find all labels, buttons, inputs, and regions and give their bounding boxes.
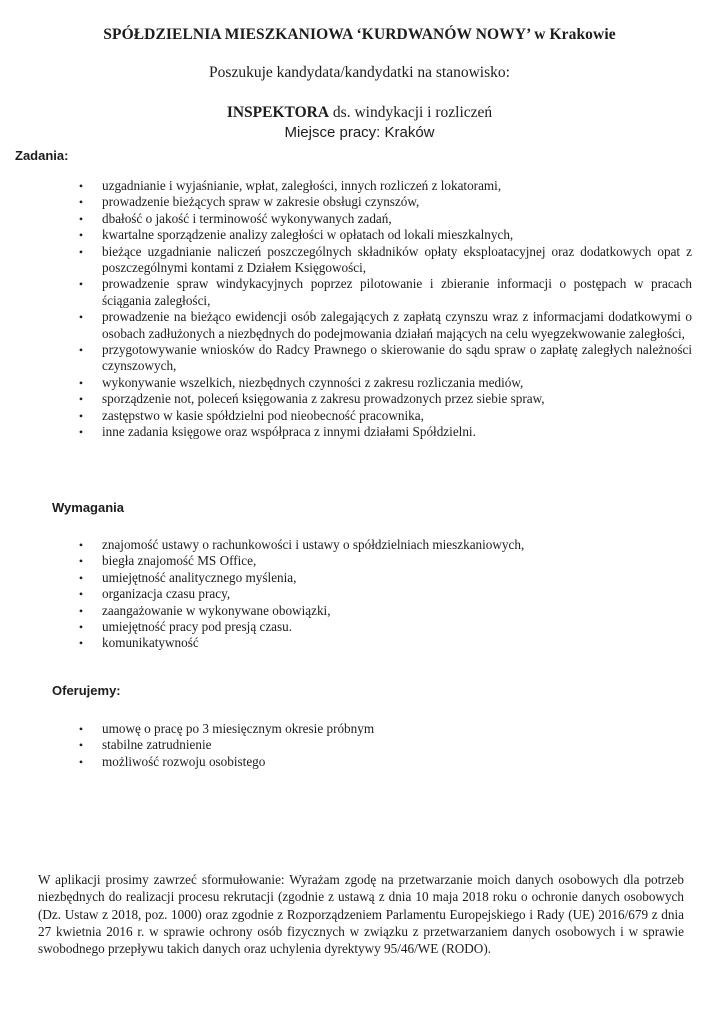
organization-title: SPÓŁDZIELNIA MIESZKANIOWA ‘KURDWANÓW NOWY’ w Krakowie	[103, 26, 616, 43]
list-item-text: zaangażowanie w wykonywane obowiązki,	[102, 602, 331, 618]
list-item	[76, 276, 692, 309]
list-item-text: uzgadnianie i wyjaśnianie, wpłat, zaległości, innych rozliczeń z lokatorami,	[102, 178, 502, 193]
list-item	[76, 391, 692, 407]
list-item-text: zastępstwo w kasie spółdzielni pod nieobecność pracownika,	[102, 407, 424, 423]
bullet-icon: •	[78, 195, 84, 210]
list-item-text: prowadzenie na bieżąco ewidencji osób zalegających z zapłatą czynszu wraz z informacjami dodatkowymi o osobach zadłużonych a niezbędnych do podejmowania działań mających na celu wyegzekwowanie zaległości,	[102, 309, 692, 341]
list-item	[76, 537, 676, 553]
bullet-icon: •	[78, 754, 84, 769]
list-item	[76, 194, 692, 210]
position-title	[0, 104, 719, 122]
bullet-icon: •	[78, 603, 84, 618]
list-item-text: dbałość o jakość i terminowość wykonywanych zadań,	[102, 210, 392, 226]
list-item	[76, 721, 676, 737]
bullet-icon: •	[78, 425, 84, 440]
list-item	[76, 408, 692, 424]
bullet-icon: •	[78, 408, 84, 423]
list-item-text: komunikatywność	[102, 635, 199, 651]
list-item-text: przygotowywanie wniosków do Radcy Prawnego o skierowanie do sądu spraw o zapłatę zaległych należności czynszowych,	[102, 342, 692, 374]
list-item	[76, 553, 676, 569]
bullet-icon: •	[78, 277, 84, 292]
list-item	[76, 635, 676, 651]
list-item	[76, 211, 692, 227]
list-item-text: umiejętność analitycznego myślenia,	[102, 569, 297, 585]
list-item-text: prowadzenie bieżących spraw w zakresie obsługi czynszów,	[102, 194, 420, 210]
list-item-text: wykonywanie wszelkich, niezbędnych czynności z zakresu rozliczania mediów,	[102, 374, 524, 390]
bullet-icon: •	[78, 375, 84, 390]
requirements-heading: Wymagania	[52, 500, 125, 515]
bullet-icon: •	[78, 228, 84, 243]
list-item-text: bieżące uzgadnianie naliczeń poszczególnych składników opłaty eksploatacyjnej oraz dodatkowych opat z poszczególnymi kontami z Działem Księgowości,	[102, 243, 692, 276]
tasks-heading: Zadania:	[15, 148, 69, 163]
consent-paragraph: W aplikacji prosimy zawrzeć sformułowanie: Wyrażam zgodę na przetwarzanie moich danych osobowych dla potrzeb niezbędnych do realizacji procesu rekrutacji (zgodnie z ustawą z dnia 10 maja 2018 roku o ochronie danych osobowych (Dz. Ustaw z 2018, poz. 1000) oraz zgodnie z Rozporządzeniem Parlamentu Europejskiego i Rady (UE) 2016/679 z dnia 27 kwietnia 2016 r. w sprawie ochrony osób fizycznych w związku z przetwarzaniem danych osobowych i w sprawie swobodnego przepływu takich danych oraz uchylenia dyrektywy 95/46/WE (RODO).	[38, 872, 684, 957]
list-item-text: umowę o pracę po 3 miesięcznym okresie próbnym	[102, 721, 375, 736]
bullet-icon: •	[78, 636, 84, 651]
list-item	[76, 586, 676, 602]
list-item-text: biegła znajomość MS Office,	[102, 553, 257, 569]
tasks-list	[76, 178, 692, 441]
list-item-text: możliwość rozwoju osobistego	[102, 753, 266, 769]
intro-line: Poszukuje kandydata/kandydatki na stanowisko:	[209, 64, 510, 81]
bullet-icon: •	[78, 587, 84, 602]
list-item	[76, 424, 692, 440]
bullet-icon: •	[78, 538, 84, 552]
bullet-icon: •	[78, 211, 84, 226]
position-title-strong: INSPEKTORA	[226, 104, 330, 121]
requirements-list	[76, 537, 676, 652]
list-item-text: inne zadania księgowe oraz współpraca z innymi działami Spółdzielni.	[102, 424, 476, 440]
bullet-icon: •	[78, 570, 84, 585]
list-item	[76, 227, 692, 243]
list-item	[76, 619, 676, 635]
list-item	[76, 244, 692, 277]
bullet-icon: •	[78, 620, 84, 635]
offer-list	[76, 721, 676, 770]
bullet-icon: •	[78, 179, 84, 193]
list-item	[76, 178, 692, 194]
list-item	[76, 754, 676, 770]
bullet-icon: •	[78, 392, 84, 407]
list-item-text: organizacja czasu pracy,	[102, 586, 231, 602]
list-item-text: stabilne zatrudnienie	[102, 737, 212, 753]
offer-heading: Oferujemy:	[52, 683, 121, 698]
list-item	[76, 603, 676, 619]
position-title-rest: ds. windykacji i rozliczeń	[329, 104, 493, 121]
list-item-text: prowadzenie spraw windykacyjnych poprzez pilotowanie i zbieranie informacji o postępach w pracach ściągania zaległości,	[102, 276, 692, 308]
bullet-icon: •	[78, 310, 84, 325]
bullet-icon: •	[78, 722, 84, 736]
list-item	[76, 342, 692, 375]
bullet-icon: •	[78, 343, 84, 358]
list-item-text: umiejętność pracy pod presją czasu.	[102, 619, 293, 635]
list-item	[76, 737, 676, 753]
list-item-text: kwartalne sporządzenie analizy zaległości w opłatach od lokali mieszkalnych,	[102, 227, 514, 243]
list-item-text: znajomość ustawy o rachunkowości i ustawy o spółdzielniach mieszkaniowych,	[102, 537, 525, 552]
list-item	[76, 375, 692, 391]
bullet-icon: •	[78, 244, 84, 259]
bullet-icon: •	[78, 738, 84, 753]
list-item	[76, 309, 692, 342]
list-item-text: sporządzenie not, poleceń księgowania z zakresu prowadzonych przez siebie spraw,	[102, 391, 545, 407]
bullet-icon: •	[78, 554, 84, 569]
list-item	[76, 570, 676, 586]
work-location: Miejsce pracy: Kraków	[284, 124, 435, 141]
